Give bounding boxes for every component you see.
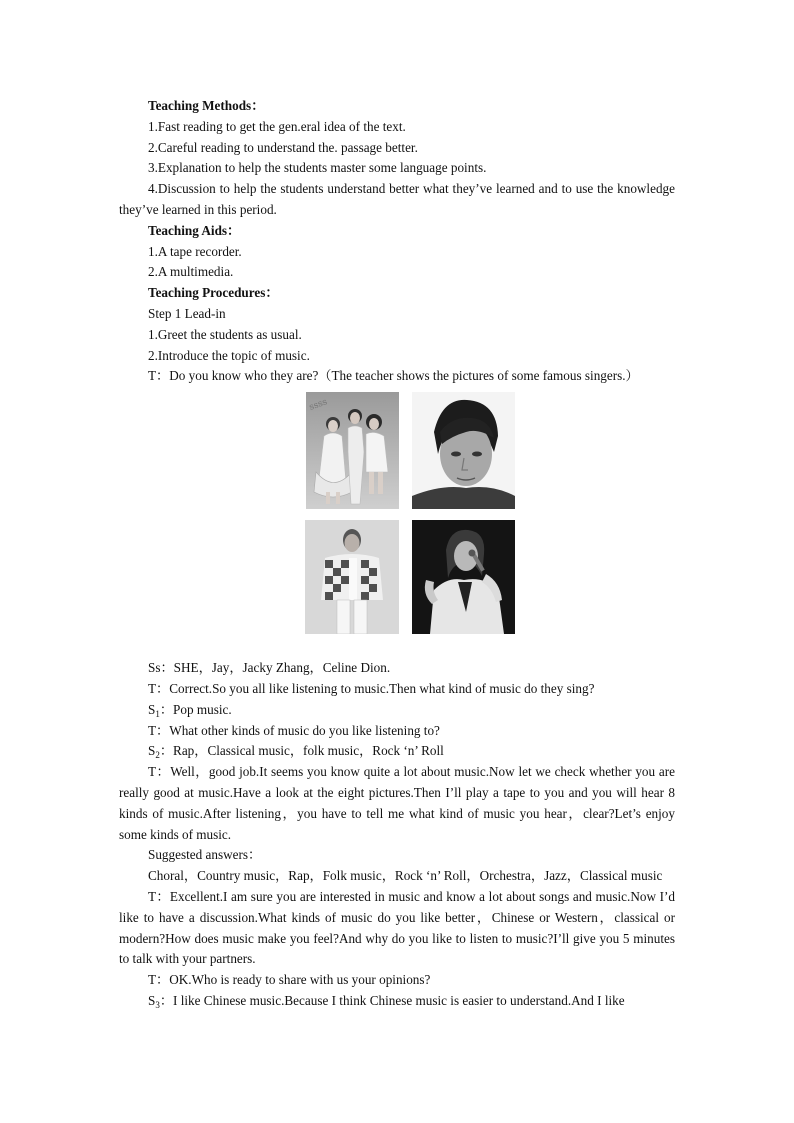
teacher-line: T：What other kinds of music do you like listening to? <box>148 722 440 738</box>
aids-item: 1.A tape recorder. <box>148 243 242 259</box>
methods-item: 4.Discussion to help the students understand better what they’ve learned and to use the knowledge they’ve learned in this period. <box>119 181 675 217</box>
group-photo-she <box>306 392 399 509</box>
teacher-line: T：Correct.So you all like listening to music.Then what kind of music do they sing? <box>148 680 595 696</box>
student-text: ：Pop music. <box>159 701 232 717</box>
portrait-jay <box>412 392 515 509</box>
procedure-item: 2.Introduce the topic of music. <box>148 347 310 363</box>
student-line <box>119 741 675 762</box>
student-line <box>119 700 675 721</box>
methods-heading: Teaching Methods： <box>148 98 265 113</box>
step-title: Step 1 Lead-in <box>148 305 226 321</box>
speaker-s: S <box>148 992 156 1008</box>
aids-heading: Teaching Aids： <box>148 222 241 238</box>
methods-item: 3.Explanation to help the students master some language points. <box>148 160 487 176</box>
student-text: ：Rap，Classical music，folk music，Rock ‘n’ Roll <box>159 743 444 759</box>
teacher-line: T：Well，good job.It seems you know quite a lot about music.Now let we check whether you are really good at music.Have a look at the eight pictures.Then I’ll play a tape to you and you will hear 8 kinds of music.After listening，you have to tell me what kind of music you hear，clear?Let’s enjoy some kinds of music. <box>119 764 675 842</box>
speaker-index: 1 <box>155 708 160 719</box>
singer-photos <box>119 392 675 654</box>
aids-item: 2.A multimedia. <box>148 264 234 280</box>
students-answer: Ss：SHE，Jay，Jacky Zhang，Celine Dion. <box>148 660 391 676</box>
procedure-item: 1.Greet the students as usual. <box>148 326 302 342</box>
procedures-heading: Teaching Procedures： <box>148 285 279 301</box>
speaker-s: S <box>148 701 156 717</box>
suggested-label: Suggested answers： <box>148 847 262 863</box>
suggested-answers: Choral，Country music，Rap，Folk music，Rock ‘n’ Roll，Orchestra，Jazz，Classical music <box>148 868 663 884</box>
speaker-index: 3 <box>155 999 160 1010</box>
teacher-question: T：Do you know who they are?（The teacher shows the pictures of some famous singers.） <box>148 368 639 384</box>
methods-item: 2.Careful reading to understand the. passage better. <box>148 139 418 155</box>
svg-text:ssss: ssss <box>307 397 329 414</box>
student-line <box>119 991 675 1012</box>
student-text: ：I like Chinese music.Because I think Chinese music is easier to understand.And I like <box>159 992 625 1008</box>
teacher-line: T：OK.Who is ready to share with us your opinions? <box>148 972 431 988</box>
portrait-celine-dion <box>412 520 515 634</box>
portrait-jacky-zhang <box>305 520 399 634</box>
speaker-index: 2 <box>155 750 160 761</box>
methods-item: 1.Fast reading to get the gen.eral idea of the text. <box>148 118 406 134</box>
speaker-s: S <box>148 743 156 759</box>
teacher-line: T：Excellent.I am sure you are interested in music and know a lot about songs and music.Now I’d like to have a discussion.What kinds of music do you like better，Chinese or Western，classical or modern?How does music make you feel?And why do you like to listen to music?I’ll give you 5 minutes to talk with your partners. <box>119 888 675 967</box>
document-page <box>119 96 675 1012</box>
